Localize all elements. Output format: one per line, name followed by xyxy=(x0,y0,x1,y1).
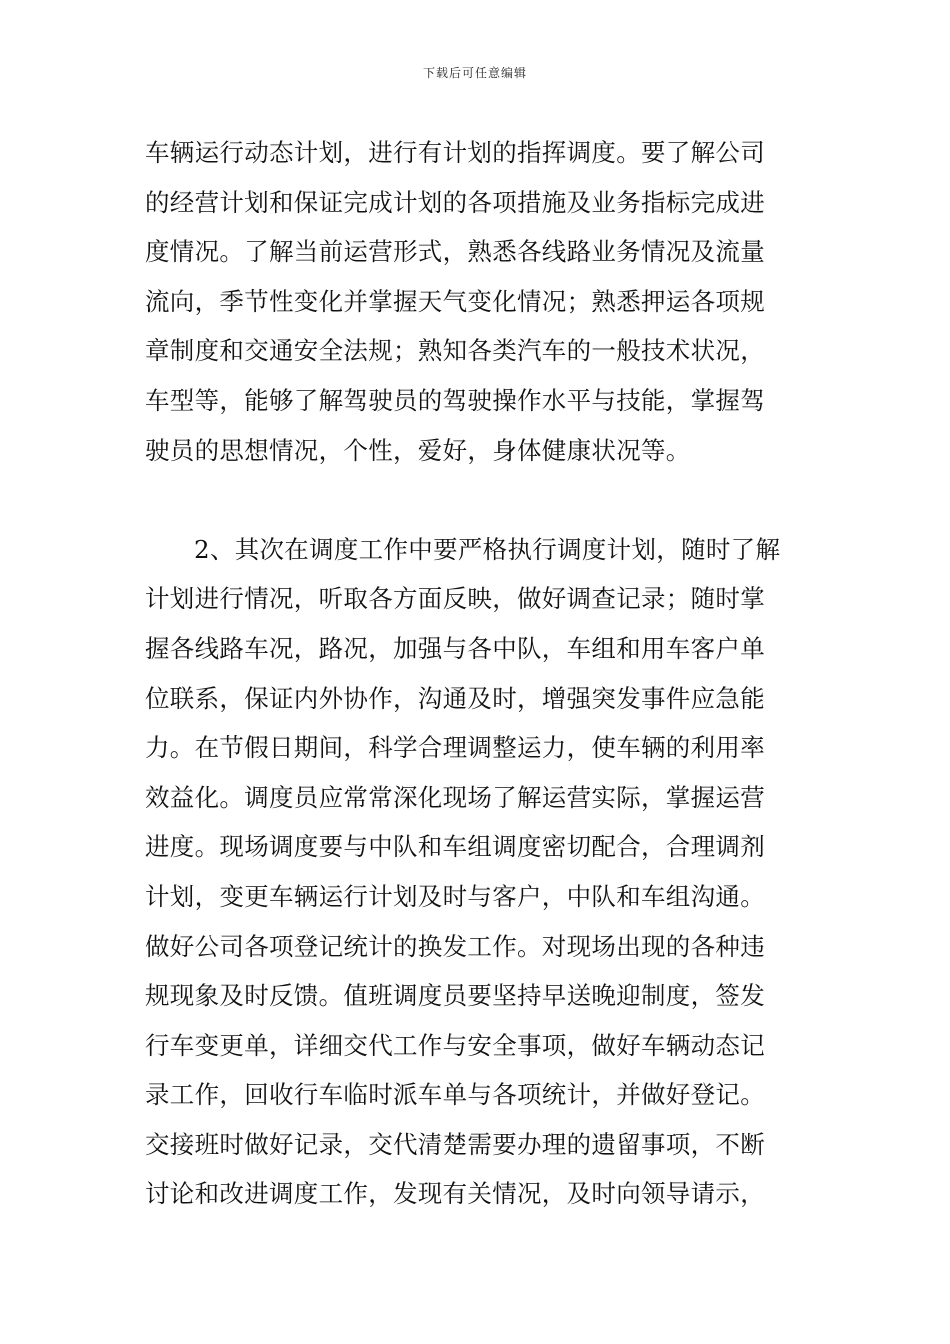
paragraph-1 xyxy=(145,128,815,475)
text-line: 计划，变更车辆运行计划及时与客户，中队和车组沟通。 xyxy=(145,881,765,911)
document-body xyxy=(145,128,815,1219)
text-line: 录工作，回收行车临时派车单与各项统计，并做好登记。 xyxy=(145,1080,765,1110)
text-line: 规现象及时反馈。值班调度员要坚持早送晚迎制度，签发 xyxy=(145,981,765,1011)
text-line: 效益化。调度员应常常深化现场了解运营实际，掌握运营 xyxy=(145,782,765,812)
text-line: 的经营计划和保证完成计划的各项措施及业务指标完成进 xyxy=(145,187,765,217)
text-line: 度情况。了解当前运营形式，熟悉各线路业务情况及流量 xyxy=(145,237,765,267)
paragraph-2 xyxy=(145,525,815,1219)
text-line: 流向，季节性变化并掌握天气变化情况；熟悉押运各项规 xyxy=(145,286,765,316)
text-line: 车辆运行动态计划，进行有计划的指挥调度。要了解公司 xyxy=(145,138,765,167)
text-line: 驶员的思想情况，个性，爱好，身体健康状况等。 xyxy=(145,435,691,465)
text-line: 力。在节假日期间，科学合理调整运力，使车辆的利用率 xyxy=(145,733,765,763)
text-line: 章制度和交通安全法规；熟知各类汽车的一般技术状况， xyxy=(145,336,765,366)
paragraph-gap xyxy=(145,475,815,525)
text-line: 行车变更单，详细交代工作与安全事项，做好车辆动态记 xyxy=(145,1030,765,1060)
text-line: 讨论和改进调度工作，发现有关情况，及时向领导请示， xyxy=(145,1179,765,1209)
text-line-first: 2、其次在调度工作中要严格执行调度计划，随时了解 xyxy=(194,534,781,564)
text-line: 交接班时做好记录，交代清楚需要办理的遗留事项，不断 xyxy=(145,1129,765,1159)
text-line: 车型等，能够了解驾驶员的驾驶操作水平与技能，掌握驾 xyxy=(145,385,765,415)
text-line: 位联系，保证内外协作，沟通及时，增强突发事件应急能 xyxy=(145,683,765,713)
page-header: 下载后可任意编辑 xyxy=(422,66,527,80)
text-line: 握各线路车况，路况，加强与各中队，车组和用车客户单 xyxy=(145,633,765,663)
text-line: 进度。现场调度要与中队和车组调度密切配合，合理调剂 xyxy=(145,832,765,862)
text-line: 计划进行情况，听取各方面反映，做好调查记录；随时掌 xyxy=(145,584,765,614)
text-line: 做好公司各项登记统计的换发工作。对现场出现的各种违 xyxy=(145,931,765,961)
